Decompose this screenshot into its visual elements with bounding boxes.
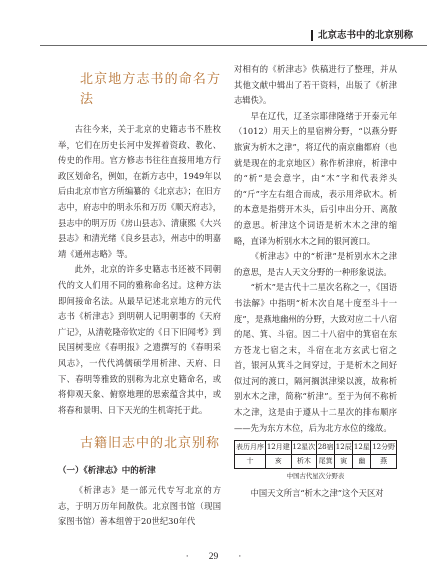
table-caption: 中国古代星次分野表 (286, 472, 345, 481)
page-number-value: 29 (208, 552, 219, 562)
table-row (235, 441, 397, 455)
table-cell: 燕 (371, 455, 397, 469)
table-cell: 寅 (335, 455, 353, 469)
table-cell: 幽 (353, 455, 371, 469)
paragraph-xijinzhi-intro: 《析津志》是一部元代专写北京的方志，于明万历年间散佚。北京图书馆（现国家图书馆）善本组曾于20世纪30年代 (58, 485, 221, 527)
table-cell: 12辰 (335, 441, 353, 455)
table-cell: 析木 (291, 455, 317, 469)
page-number (0, 552, 427, 562)
header-rule (40, 45, 427, 46)
paragraph-liao-dynasty: 早在辽代，辽圣宗耶律隆绪于开泰元年（1012）用天上的星宿辨分野，“以燕分野旅寅为析木之津”，将辽代的南京幽都府（也就是现在的北京地区）称作析津府，析津中的“析”是会意字，由“木”字和代表斧头的“斤”字左右组合而成，表示用斧砍木。析的本意是指劈开木头，后引申出分开、离散的意思。析津这个词语是析木木之津的缩略，直译为析别水木之间的银河渡口。 (234, 110, 397, 246)
table-cell: 28宿 (317, 441, 335, 455)
table-cell: 表历月序 (235, 441, 266, 455)
right-column (234, 62, 397, 502)
left-column (58, 62, 221, 530)
paragraph-continuation: 对相有的《析津志》佚稿进行了整理，并从其他文献中辑出了若干资料，出版了《析津志辑佚》。 (234, 64, 397, 106)
section-title-alternative-names: 古籍旧志中的北京别称 (80, 436, 221, 452)
table-cell: 亥 (266, 455, 292, 469)
paragraph-ximu: “析木”是古代十二星次名称之一，《国语书法解》中指明“析木次自尾十度至斗十一度”，是燕地幽州的分野，大致对应二十八宿的尾、箕、斗宿。因二十八宿中的箕宿在东方苍龙七宿之末，斗宿在北方玄武七宿之首，银河从箕斗之间穿过，于是析木之间好似过河的渡口，隔河搁淇津梁以渡，故称析别水木之津，简称“析津”。至于为何不称析木之津，这是由于遵从十二星次的排布顺序——先为东方木位，后为北方水位的缘故。 (234, 282, 397, 433)
table-cell: 12星 (353, 441, 371, 455)
paragraph-intro: 古往今来，关于北京的史籍志书不胜枚举，它们在历史长河中发挥着资政、教化、传史的作用。官方修志书往往直接用地方行政区划命名，例如，在新方志中，1949年以后由北京市官方所编纂的《北京志》；在旧方志中，府志中的明永乐和万历《顺天府志》，县志中的明万历《房山县志》、清康熙《大兴县志》和清光绪《良乡县志》，州志中的明嘉靖《通州志略》等。 (58, 124, 221, 259)
page-dot-left: · (185, 552, 189, 562)
star-division-table (234, 440, 397, 469)
table-row (235, 455, 397, 469)
paragraph-elegant-names: 此外，北京的许多史籍志书还被不同朝代的文人们用不同的雅称命名过。这种方法即间接命名法。从最早记述北京地方的元代志书《析津志》到明朝人记明朝事的《天府广记》，从清乾隆帝钦定的《日下旧闻考》到民国树斐应《春明报》之遗撰写的《春明采风志》，一代代鸿儒硕学用析津、天府、日下、春明等雅致的别称为北京史籍命名，或将仰观天象、俯察地理的思索蕴含其中，或将春和景明、日下天光的生机寄托于此。 (58, 264, 221, 415)
table-cell: 12分野 (371, 441, 397, 455)
subsection-title-xijin: （一）《析津志》中的析津 (58, 466, 156, 477)
paragraph-closing: 中国天文所言“析木之津”这个天区对 (250, 488, 384, 499)
table-cell: 尾箕 (317, 455, 335, 469)
table-cell: 十 (235, 455, 266, 469)
page-dot-right: · (238, 552, 242, 562)
section-title-naming-methods: 北京地方志书的命名方法 (80, 72, 221, 107)
table-cell: 12星次 (291, 441, 317, 455)
table-cell: 12月建 (266, 441, 292, 455)
page-header (0, 0, 427, 52)
paragraph-meaning: 《析津志》中的“析津”是析别水木之津的意思，是古人天文分野的一种形象说法。 (234, 251, 397, 277)
running-title: 北京志书中的北京别称 (311, 30, 413, 41)
